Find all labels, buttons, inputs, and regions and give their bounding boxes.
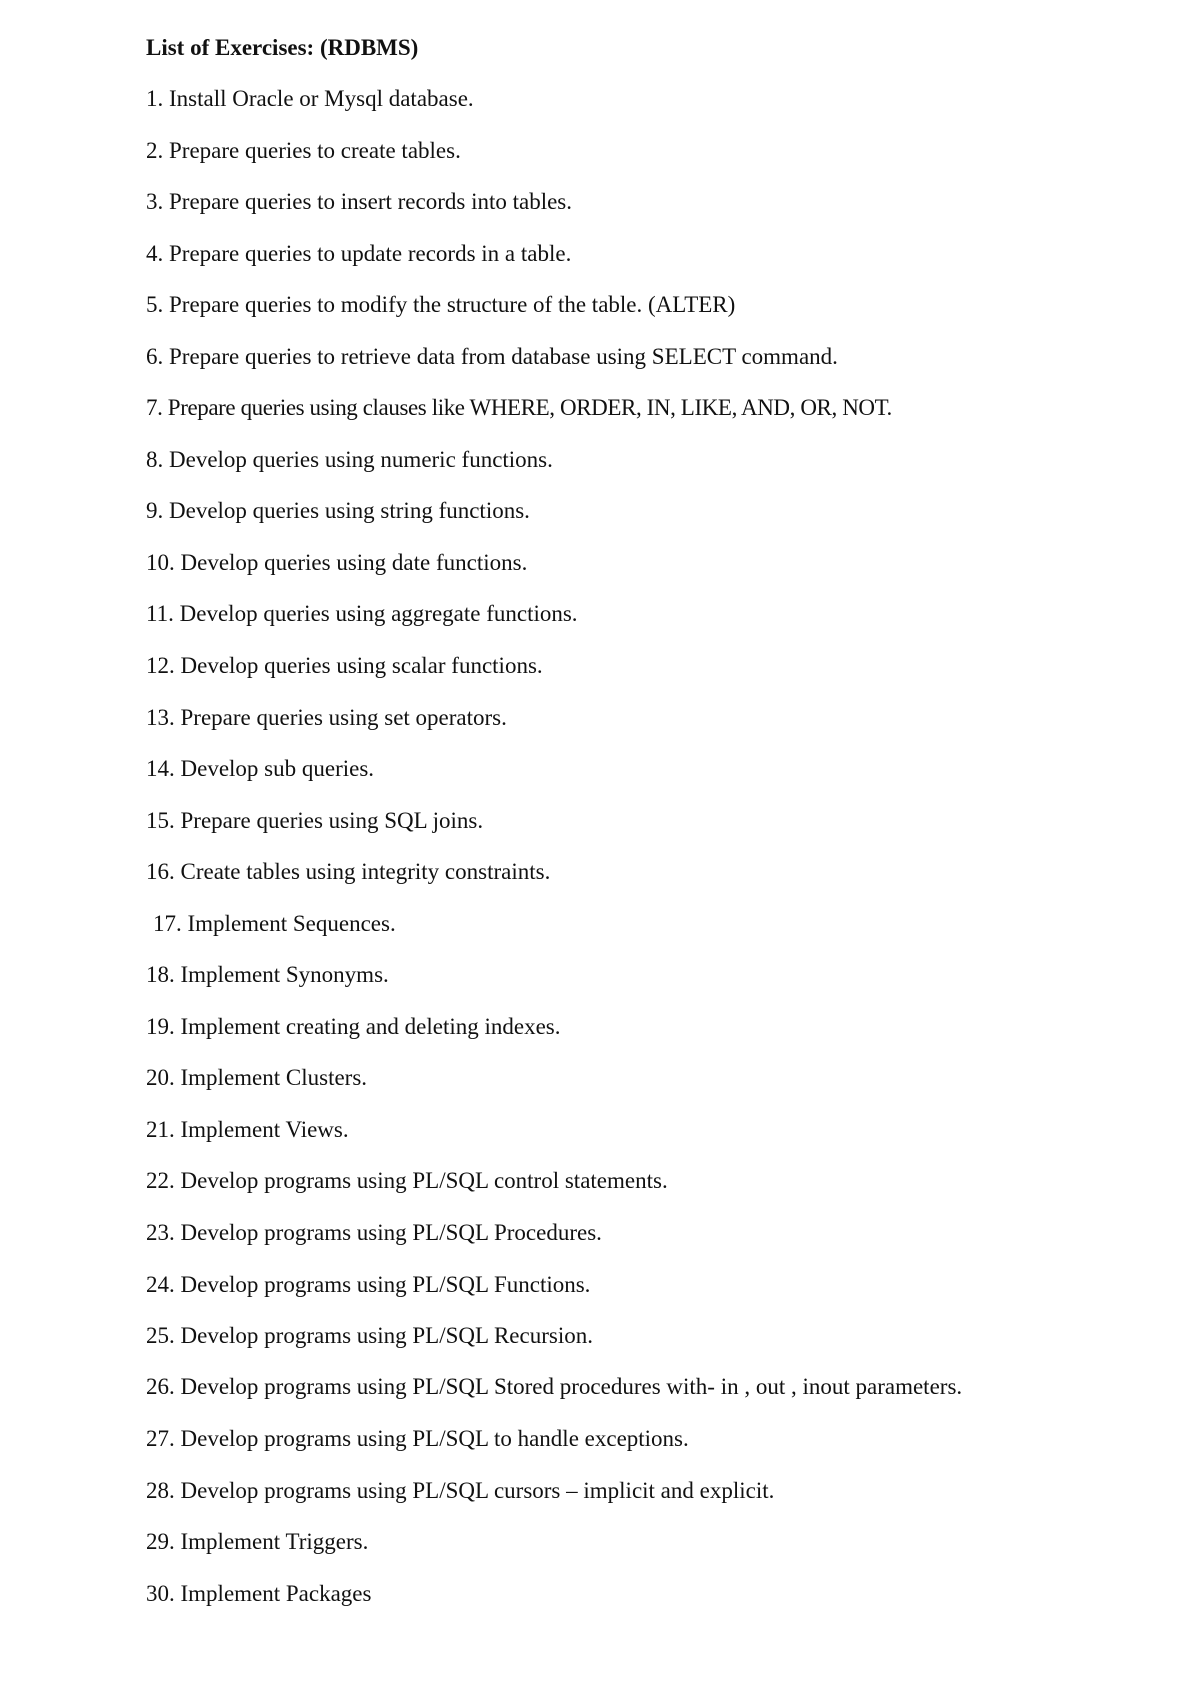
- list-item: 11. Develop queries using aggregate functions.: [146, 601, 578, 627]
- exercise-list: [146, 81, 1106, 1612]
- list-item: 13. Prepare queries using set operators.: [146, 704, 507, 730]
- list-item: 20. Implement Clusters.: [146, 1065, 368, 1091]
- list-item: 2. Prepare queries to create tables.: [146, 137, 461, 163]
- list-item: 4. Prepare queries to update records in a table.: [146, 240, 572, 266]
- list-item: 15. Prepare queries using SQL joins.: [146, 807, 484, 833]
- list-item: 24. Develop programs using PL/SQL Functions.: [146, 1271, 591, 1297]
- list-item: 21. Implement Views.: [146, 1116, 349, 1142]
- list-item: 10. Develop queries using date functions.: [146, 549, 528, 575]
- list-item: 5. Prepare queries to modify the structure of the table. (ALTER): [146, 292, 736, 318]
- document-page: [146, 30, 1106, 1627]
- list-item: 26. Develop programs using PL/SQL Stored procedures with- in , out , inout parameters.: [146, 1373, 963, 1399]
- list-item: 12. Develop queries using scalar functions.: [146, 653, 543, 679]
- list-item: 8. Develop queries using numeric functions.: [146, 446, 553, 472]
- list-item: 30. Implement Packages: [146, 1580, 372, 1606]
- list-item: 18. Implement Synonyms.: [146, 962, 389, 988]
- list-item: 7. Prepare queries using clauses like WHERE, ORDER, IN, LIKE, AND, OR, NOT.: [146, 395, 892, 421]
- list-item: 16. Create tables using integrity constraints.: [146, 859, 551, 885]
- list-item: 29. Implement Triggers.: [146, 1529, 369, 1555]
- page-title: List of Exercises: (RDBMS): [146, 35, 419, 60]
- list-item: 3. Prepare queries to insert records into tables.: [146, 189, 573, 215]
- list-item: 27. Develop programs using PL/SQL to handle exceptions.: [146, 1426, 689, 1452]
- list-item: 6. Prepare queries to retrieve data from database using SELECT command.: [146, 343, 838, 369]
- list-item: 1. Install Oracle or Mysql database.: [146, 86, 474, 111]
- list-item: 9. Develop queries using string functions.: [146, 498, 530, 524]
- list-item: 23. Develop programs using PL/SQL Procedures.: [146, 1220, 602, 1246]
- list-item: 17. Implement Sequences.: [153, 910, 396, 936]
- list-item: 25. Develop programs using PL/SQL Recursion.: [146, 1323, 593, 1349]
- list-item: 28. Develop programs using PL/SQL cursors – implicit and explicit.: [146, 1477, 775, 1503]
- list-item: 19. Implement creating and deleting indexes.: [146, 1013, 561, 1039]
- list-item: 14. Develop sub queries.: [146, 756, 375, 782]
- list-item: 22. Develop programs using PL/SQL control statements.: [146, 1168, 668, 1194]
